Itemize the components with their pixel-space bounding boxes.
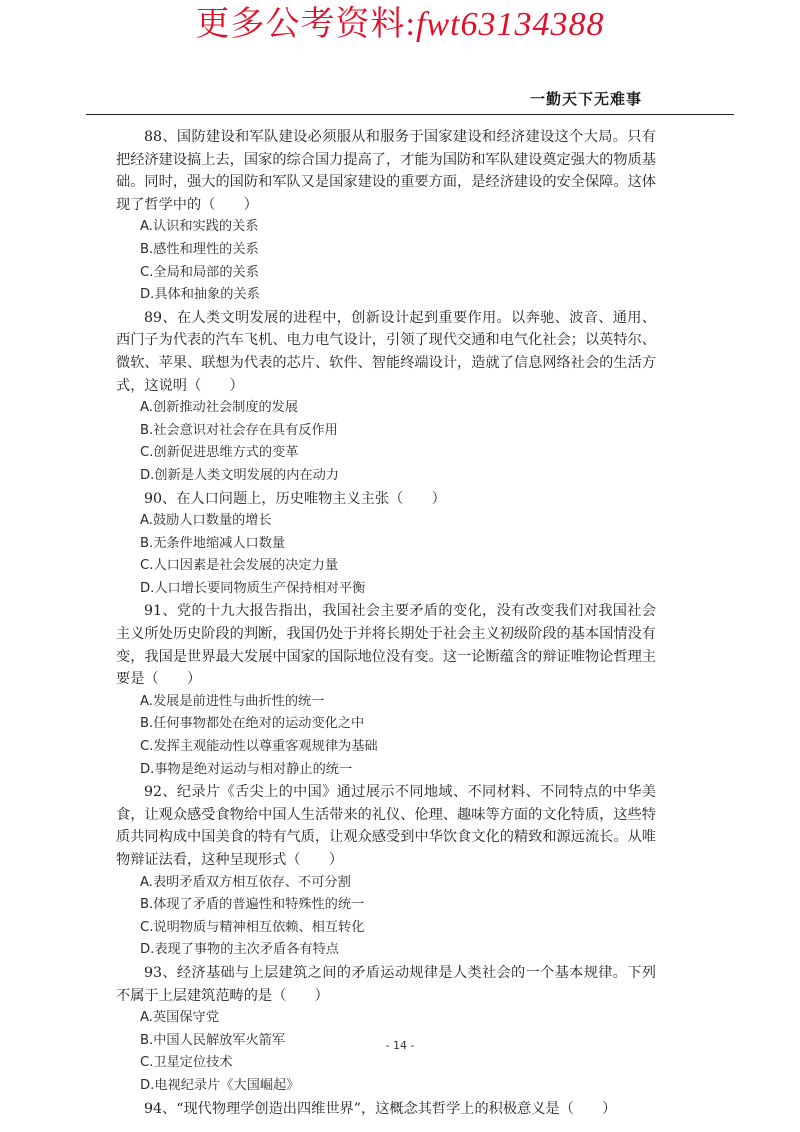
banner-code: fwt63134388 <box>415 6 605 43</box>
question-93 <box>116 962 656 1098</box>
option-b: B.体现了矛盾的普遍性和特殊性的统一 <box>140 897 365 913</box>
question-89 <box>116 307 656 488</box>
option-a: A.表明矛盾双方相互依存、不可分割 <box>140 874 351 890</box>
option-b: B.中国人民解放军火箭军 <box>140 1032 286 1048</box>
option-c: C.创新促进思维方式的变革 <box>140 445 299 461</box>
question-list <box>116 126 656 1120</box>
option-a: A.发展是前进性与曲折性的统一 <box>140 693 325 709</box>
question-92 <box>116 781 656 962</box>
option-c: C.发挥主观能动性以尊重客观规律为基础 <box>140 739 378 755</box>
question-stem: 90、在人口问题上，历史唯物主义主张（ ） <box>144 490 446 507</box>
option-c: C.全局和局部的关系 <box>140 264 259 280</box>
question-88 <box>116 126 656 307</box>
question-stem: 88、国防建设和军队建设必须服从和服务于国家建设和经济建设这个大局。只有把经济建设搞上去，国家的综合国力提高了，才能为国防和军队建设奠定强大的物质基础。同时，强大的国防和军队又是国家建设的重要方面，是经济建设的安全保障。这体现了哲学中的（ ） <box>116 129 656 213</box>
option-b: B.无条件地缩减人口数量 <box>140 535 286 551</box>
option-a: A.英国保守党 <box>140 1010 219 1026</box>
option-c: C.卫星定位技术 <box>140 1055 233 1071</box>
option-a: A.鼓励人口数量的增长 <box>140 513 272 529</box>
page-number: - 14 - <box>385 1039 415 1052</box>
option-c: C.人口因素是社会发展的决定力量 <box>140 558 339 574</box>
option-d: D.创新是人类文明发展的内在动力 <box>140 467 339 483</box>
question-stem: 91、党的十九大报告指出，我国社会主要矛盾的变化，没有改变我们对我国社会主义所处历史阶段的判断，我国仍处于并将长期处于社会主义初级阶段的基本国情没有变，我国是世界最大发展中国家的国际地位没有变。这一论断蕴含的辩证唯物论哲理主要是（ ） <box>116 603 656 688</box>
question-91 <box>116 600 656 781</box>
option-d: D.人口增长要同物质生产保持相对平衡 <box>140 580 366 596</box>
option-b: B.任何事物都处在绝对的运动变化之中 <box>140 716 365 732</box>
option-a: A.认识和实践的关系 <box>140 219 259 235</box>
question-94 <box>116 1098 656 1121</box>
question-stem: 92、纪录片《舌尖上的中国》通过展示不同地域、不同材料、不同特点的中华美食，让观众感受食物给中国人生活带来的礼仪、伦理、趣味等方面的文化特质，这些特质共同构成中国美食的特有气质，让观众感受到中华饮食文化的精致和源远流长。从唯物辩证法看，这种呈现形式（ ） <box>116 784 656 868</box>
option-d: D.电视纪录片《大国崛起》 <box>140 1077 300 1093</box>
question-stem: 93、经济基础与上层建筑之间的矛盾运动规律是人类社会的一个基本规律。下列不属于上层建筑范畴的是（ ） <box>116 964 656 1004</box>
question-stem: 89、在人类文明发展的进程中，创新设计起到重要作用。以奔驰、波音、通用、西门子为代表的汽车飞机、电力电气设计，引领了现代交通和电气化社会；以英特尔、微软、苹果、联想为代表的芯片、软件、智能终端设计，造就了信息网络社会的生活方式，这说明（ ） <box>116 309 656 394</box>
option-d: D.表现了事物的主次矛盾各有特点 <box>140 942 339 958</box>
option-b: B.感性和理性的关系 <box>140 241 259 257</box>
question-stem: 94、“现代物理学创造出四维世界”，这概念其哲学上的积极意义是（ ） <box>144 1100 617 1117</box>
page-header <box>86 88 734 115</box>
banner-prefix: 更多公考资料: <box>195 6 416 43</box>
option-c: C.说明物质与精神相互依赖、相互转化 <box>140 919 365 935</box>
source-banner <box>0 2 800 48</box>
option-d: D.具体和抽象的关系 <box>140 287 260 303</box>
option-b: B.社会意识对社会存在具有反作用 <box>140 422 338 438</box>
option-a: A.创新推动社会制度的发展 <box>140 400 299 416</box>
question-90 <box>116 488 656 601</box>
header-motto: 一勤天下无难事 <box>529 90 642 108</box>
option-d: D.事物是绝对运动与相对静止的统一 <box>140 761 353 777</box>
